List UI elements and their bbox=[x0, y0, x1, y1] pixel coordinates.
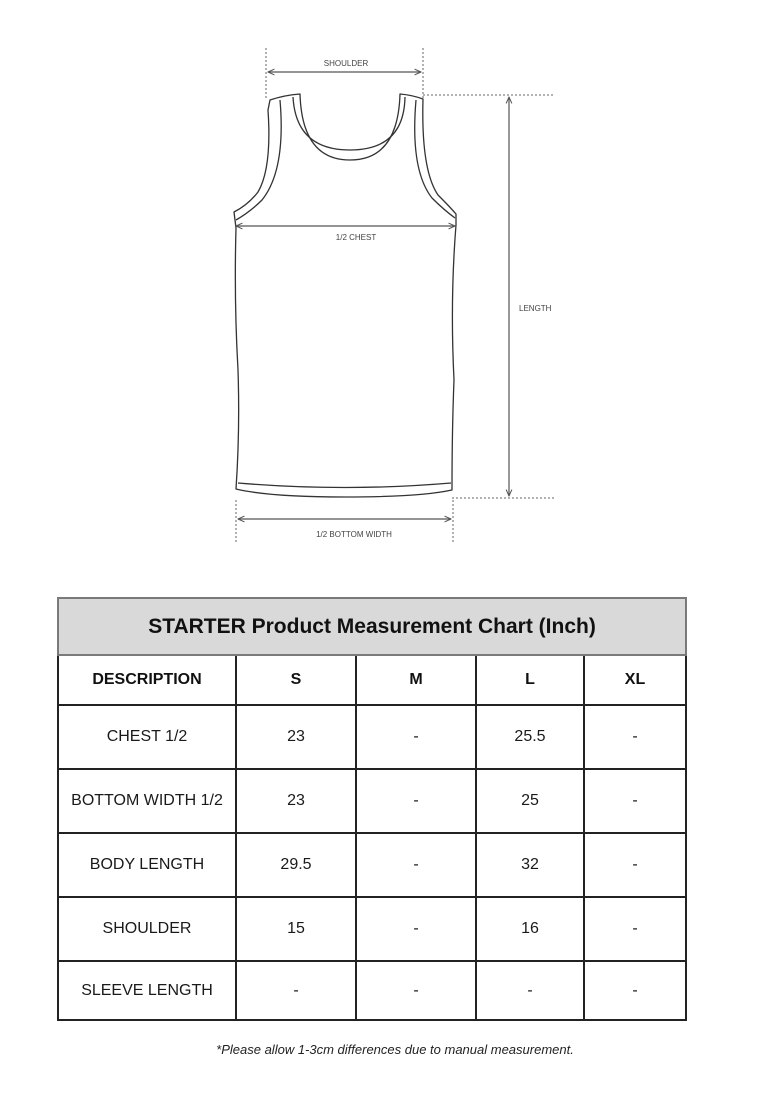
cell-value: 29.5 bbox=[236, 833, 356, 897]
header-size-xl: XL bbox=[584, 655, 686, 705]
shoulder-dimension bbox=[266, 48, 423, 100]
cell-value: 25 bbox=[476, 769, 584, 833]
cell-value: - bbox=[584, 833, 686, 897]
cell-value: - bbox=[584, 961, 686, 1020]
table-row bbox=[58, 961, 686, 1020]
header-size-l: L bbox=[476, 655, 584, 705]
cell-value: - bbox=[356, 897, 476, 961]
row-label: BODY LENGTH bbox=[58, 833, 236, 897]
length-label: LENGTH bbox=[519, 304, 552, 313]
row-label: SHOULDER bbox=[58, 897, 236, 961]
cell-value: 15 bbox=[236, 897, 356, 961]
cell-value: 25.5 bbox=[476, 705, 584, 769]
chest-label: 1/2 CHEST bbox=[335, 233, 377, 242]
row-label: CHEST 1/2 bbox=[58, 705, 236, 769]
bottom-width-dimension bbox=[236, 500, 453, 542]
table-row bbox=[58, 705, 686, 769]
cell-value: 32 bbox=[476, 833, 584, 897]
row-label: SLEEVE LENGTH bbox=[58, 961, 236, 1020]
length-dimension bbox=[423, 95, 555, 498]
chest-dimension bbox=[236, 226, 455, 242]
cell-value: 23 bbox=[236, 705, 356, 769]
header-size-s: S bbox=[236, 655, 356, 705]
chart-title: STARTER Product Measurement Chart (Inch) bbox=[58, 598, 686, 655]
cell-value: - bbox=[356, 833, 476, 897]
measurement-footnote: *Please allow 1-3cm differences due to manual measurement. bbox=[216, 1042, 574, 1057]
cell-value: 16 bbox=[476, 897, 584, 961]
chart-title-row bbox=[58, 598, 686, 655]
cell-value: - bbox=[356, 961, 476, 1020]
cell-value: - bbox=[356, 705, 476, 769]
cell-value: - bbox=[476, 961, 584, 1020]
cell-value: - bbox=[356, 769, 476, 833]
cell-value: - bbox=[584, 897, 686, 961]
table-row bbox=[58, 897, 686, 961]
table-row bbox=[58, 769, 686, 833]
shoulder-label: SHOULDER bbox=[323, 59, 369, 68]
header-size-m: M bbox=[356, 655, 476, 705]
bottom-width-label: 1/2 BOTTOM WIDTH bbox=[316, 530, 392, 539]
tank-top-outline bbox=[234, 94, 456, 497]
table-row bbox=[58, 833, 686, 897]
cell-value: - bbox=[584, 705, 686, 769]
header-description: DESCRIPTION bbox=[58, 655, 236, 705]
cell-value: - bbox=[236, 961, 356, 1020]
cell-value: 23 bbox=[236, 769, 356, 833]
cell-value: - bbox=[584, 769, 686, 833]
header-row bbox=[58, 655, 686, 705]
measurement-chart-table bbox=[57, 597, 687, 1021]
row-label: BOTTOM WIDTH 1/2 bbox=[58, 769, 236, 833]
